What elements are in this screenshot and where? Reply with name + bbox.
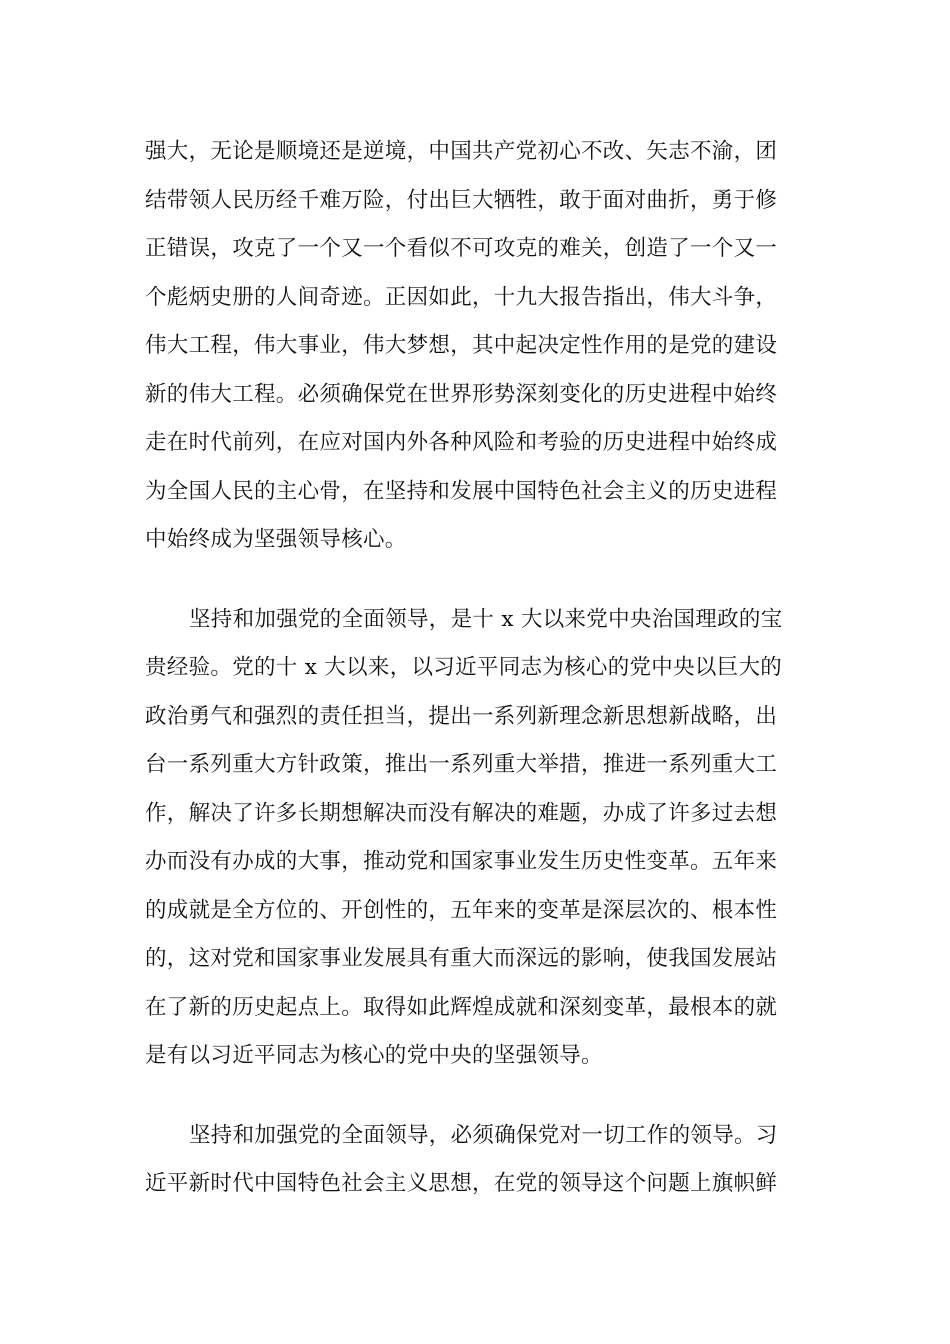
text-line: 办而没有办成的大事，推动党和国家事业发生历史性变革。五年来 — [145, 849, 778, 874]
text-line: 伟大工程，伟大事业，伟大梦想，其中起决定性作用的是党的建设 — [145, 333, 778, 358]
text-line: 个彪炳史册的人间奇迹。正因如此，十九大报告指出，伟大斗争， — [145, 284, 778, 310]
text-line: 的，这对党和国家事业发展具有重大而深远的影响，使我国发展站 — [145, 946, 778, 971]
text-line: 台一系列重大方针政策，推出一系列重大举措，推进一系列重大工 — [145, 752, 778, 777]
paragraph-2 — [145, 596, 795, 1081]
text-line: 中始终成为坚强领导核心。 — [145, 527, 407, 552]
text-line: 走在时代前列，在应对国内外各种风险和考验的历史进程中始终成 — [145, 430, 778, 455]
text-line: 的成就是全方位的、开创性的，五年来的变革是深层次的、根本性 — [145, 897, 778, 923]
text-line: 结带领人民历经千难万险，付出巨大牺牲，敢于面对曲折，勇于修 — [145, 187, 778, 213]
document-body — [145, 128, 795, 1209]
text-line: 新的伟大工程。必须确保党在世界形势深刻变化的历史进程中始终 — [145, 381, 778, 407]
text-line-indented: 坚持和加强党的全面领导，是十 x 大以来党中央治国理政的宝 — [189, 606, 783, 632]
text-line: 为全国人民的主心骨，在坚持和发展中国特色社会主义的历史进程 — [145, 478, 778, 504]
paragraph-1 — [145, 128, 795, 565]
text-line: 作，解决了许多长期想解决而没有解决的难题，办成了许多过去想 — [145, 800, 778, 826]
text-line: 贵经验。党的十 x 大以来，以习近平同志为核心的党中央以巨大的 — [145, 655, 783, 680]
text-line: 强大，无论是顺境还是逆境，中国共产党初心不改、矢志不渝，团 — [145, 139, 778, 164]
text-line: 近平新时代中国特色社会主义思想，在党的领导这个问题上旗帜鲜 — [145, 1171, 778, 1196]
text-line: 正错误，攻克了一个又一个看似不可攻克的难关，创造了一个又一 — [145, 236, 778, 261]
text-line: 在了新的历史起点上。取得如此辉煌成就和深刻变革，最根本的就 — [145, 994, 778, 1020]
text-line: 政治勇气和强烈的责任担当，提出一系列新理念新思想新战略，出 — [145, 703, 778, 729]
paragraph-3 — [145, 1112, 795, 1209]
text-line-indented: 坚持和加强党的全面领导，必须确保党对一切工作的领导。习 — [189, 1122, 778, 1148]
text-line: 是有以习近平同志为核心的党中央的坚强领导。 — [145, 1043, 603, 1068]
